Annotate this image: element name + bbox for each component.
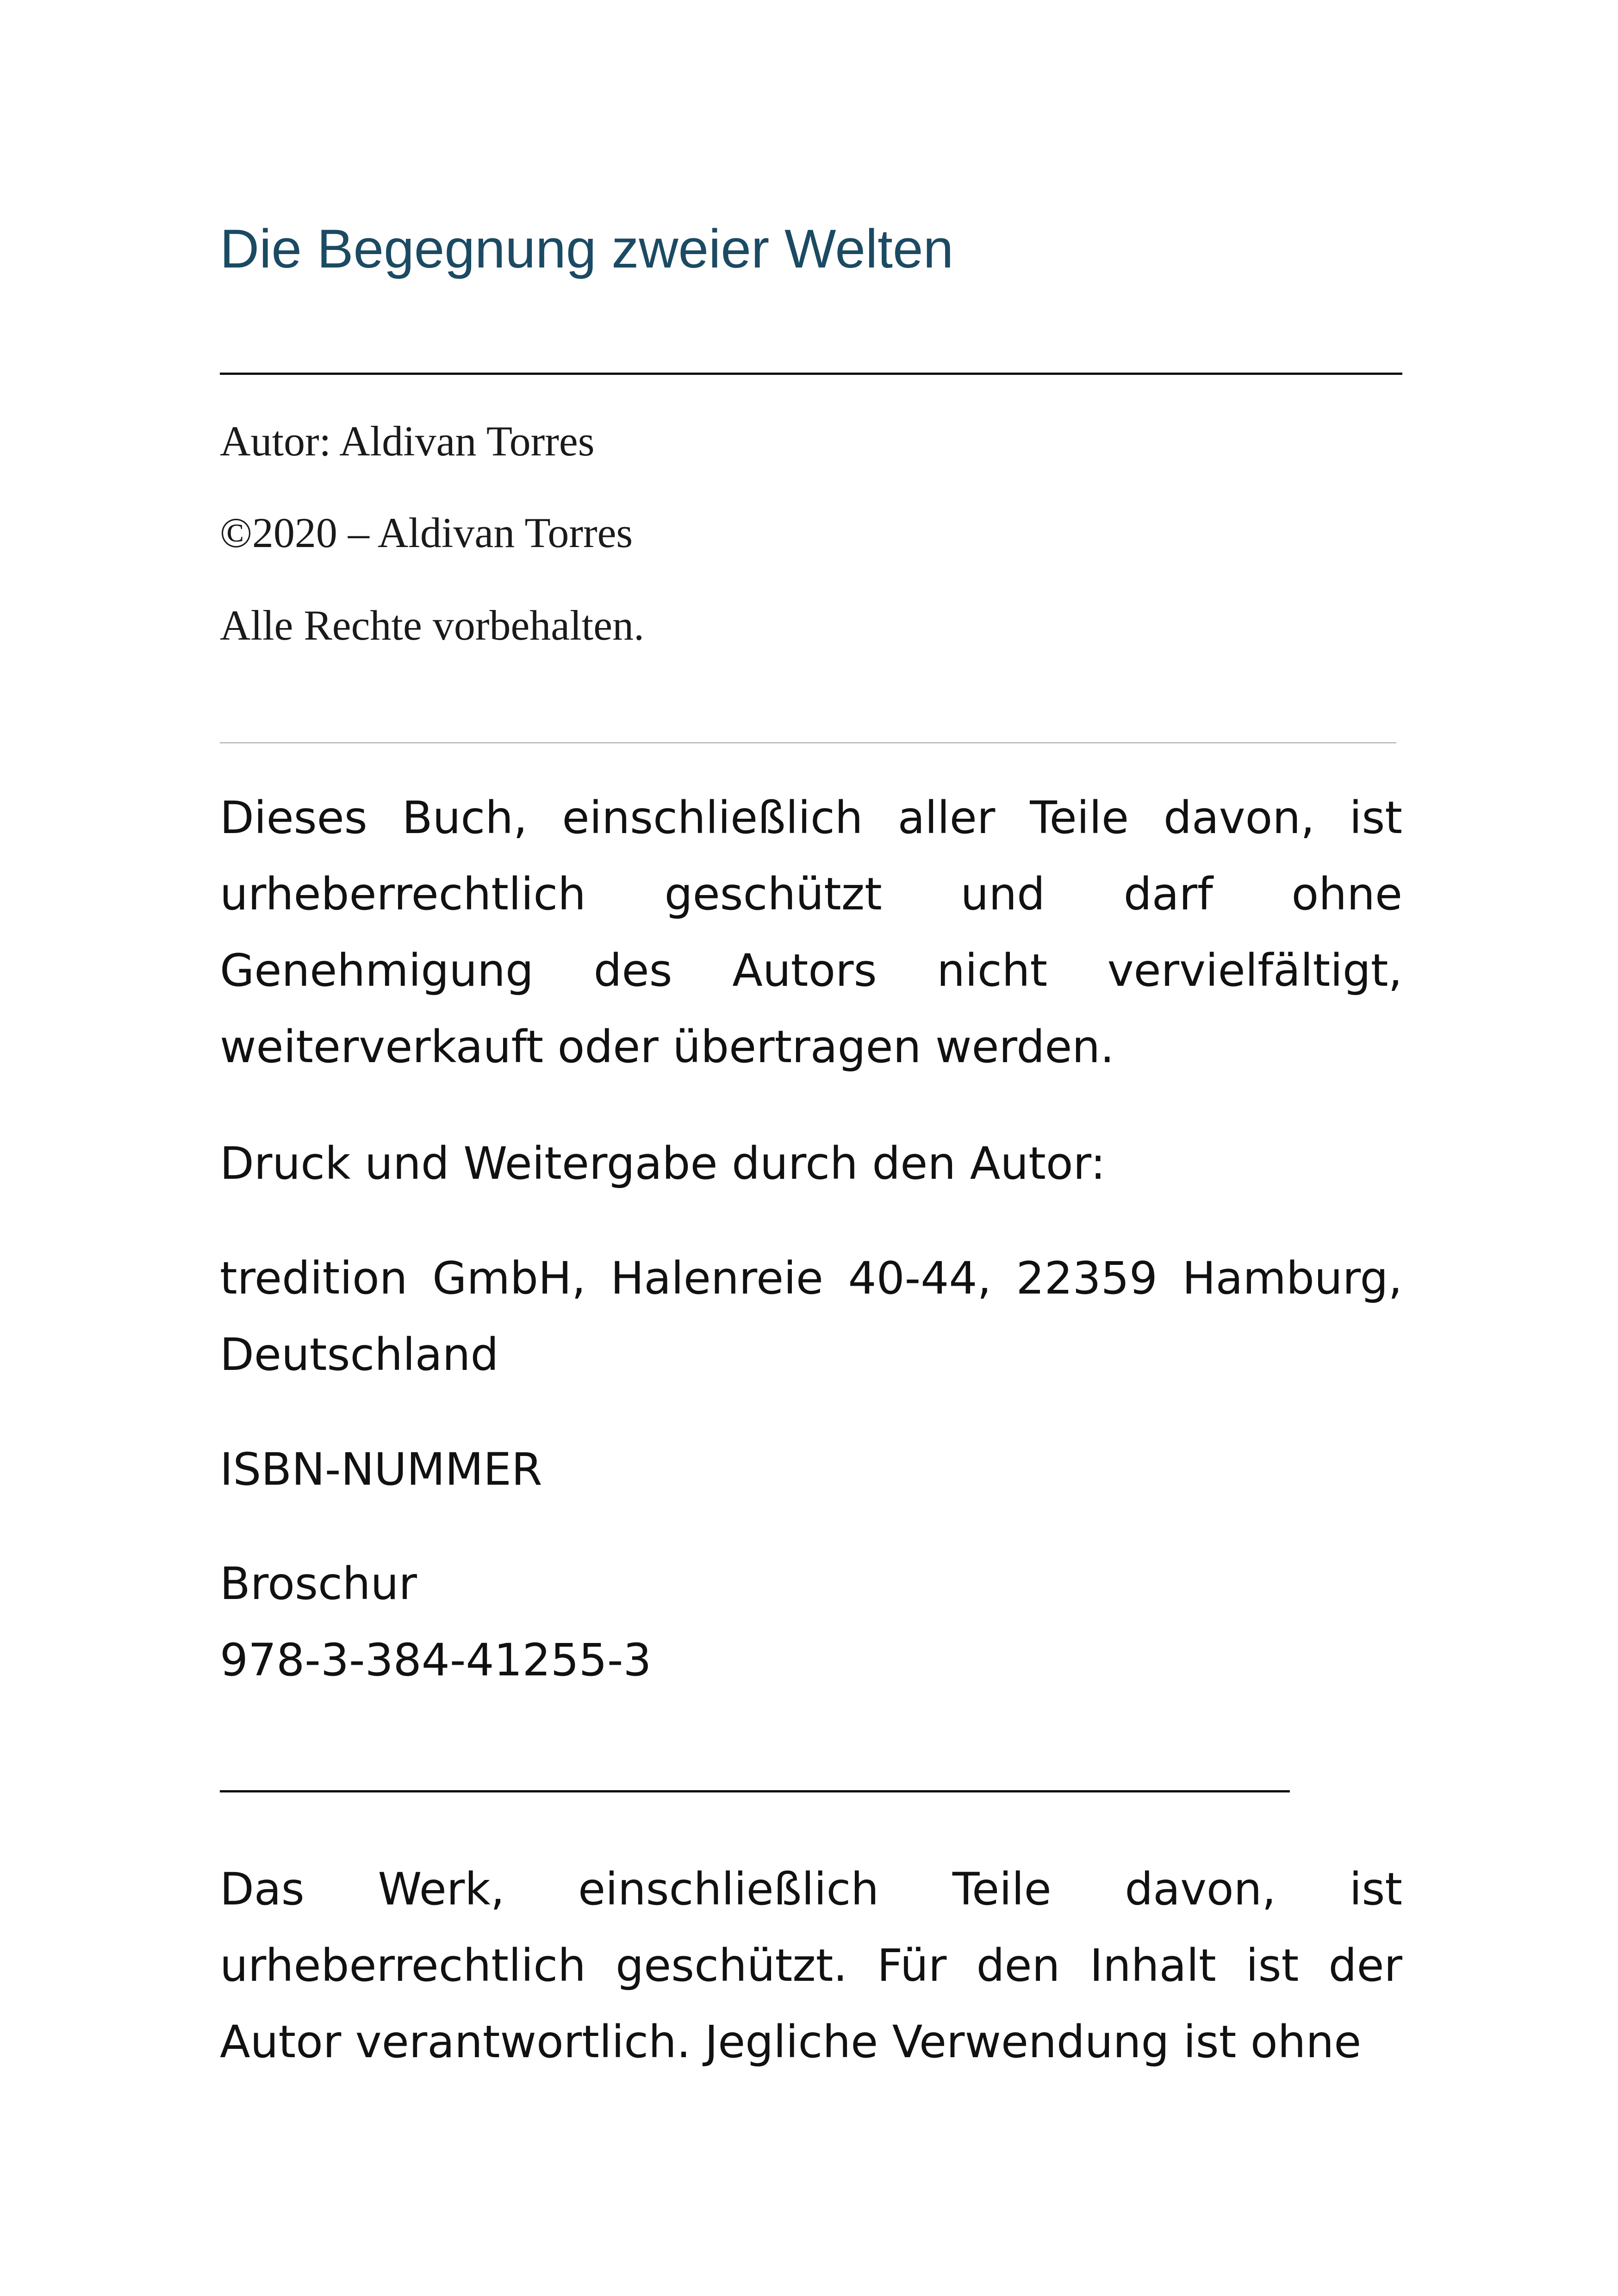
book-title: Die Begegnung zweier Welten (220, 218, 954, 280)
author-line: Autor: Aldivan Torres (220, 417, 595, 465)
format-label: Broschur (220, 1558, 417, 1610)
divider-thin (220, 742, 1396, 743)
legal-paragraph: Das Werk, einschließlich Teile davon, ist urheberrechtlich geschützt. Für den Inhalt ist der Autor verantwortlich. Jegliche Verwendung ist ohne (220, 1863, 1402, 2068)
isbn-value: 978-3-384-41255-3 (220, 1634, 652, 1686)
divider-bottom (220, 1790, 1290, 1792)
publisher-address: tredition GmbH, Halenreie 40-44, 22359 Hamburg, Deutschland (220, 1252, 1402, 1381)
divider-top (220, 373, 1402, 375)
copyright-line: ©2020 – Aldivan Torres (220, 509, 633, 556)
rights-line: Alle Rechte vorbehalten. (220, 602, 645, 649)
copyright-paragraph: Dieses Buch, einschließlich aller Teile davon, ist urheberrechtlich geschützt und darf ohne Genehmigung des Autors nicht vervielfältigt, weiterverkauft oder übertragen werden. (220, 792, 1402, 1073)
print-heading: Druck und Weitergabe durch den Autor: (220, 1138, 1106, 1189)
isbn-heading: ISBN-NUMMER (220, 1444, 542, 1495)
